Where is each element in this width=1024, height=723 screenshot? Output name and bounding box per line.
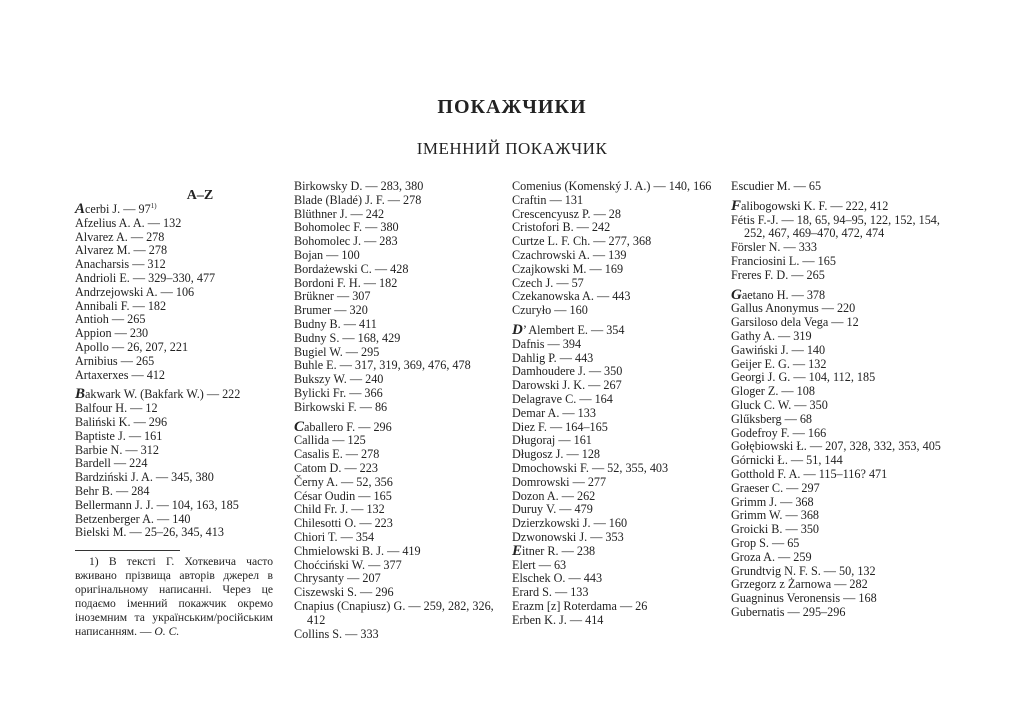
entry-text: Długoraj — 161 xyxy=(512,433,592,448)
index-group xyxy=(75,388,275,540)
entry-text: Czajkowski M. — 169 xyxy=(512,261,624,276)
entry-text: Cnapius (Cnapiusz) G. — 259, 282, 326, 412 xyxy=(294,598,494,627)
index-entry xyxy=(75,272,275,286)
index-entry xyxy=(731,302,946,316)
index-entry xyxy=(294,434,499,448)
index-entry xyxy=(294,490,499,504)
entry-text: Demar A. — 133 xyxy=(512,405,596,420)
index-entry xyxy=(294,180,499,194)
index-entry xyxy=(731,551,946,565)
footnote-signature: О. С. xyxy=(154,625,180,639)
index-entry xyxy=(294,600,499,628)
index-column-1 xyxy=(75,180,275,639)
index-entry xyxy=(75,513,275,527)
section-heading: A–Z xyxy=(186,188,214,203)
entry-text: Dozon A. — 262 xyxy=(512,488,596,503)
index-group xyxy=(731,286,946,620)
entry-text: Godefroy F. — 166 xyxy=(731,425,827,440)
entry-text: Grimm J. — 368 xyxy=(731,494,814,509)
index-entry xyxy=(731,523,946,537)
index-entry xyxy=(294,235,499,249)
entry-text: Budny S. — 168, 429 xyxy=(294,330,401,345)
entry-text: Chiori T. — 354 xyxy=(294,529,375,544)
index-entry xyxy=(75,231,275,245)
entry-text: Długosz J. — 128 xyxy=(512,447,601,462)
entry-text: Fétis F.-J. — 18, 65, 94–95, 122, 152, 154, 252, 467, 469–470, 472, 474 xyxy=(731,212,940,241)
entry-text: Artaxerxes — 412 xyxy=(75,367,166,382)
index-entry xyxy=(731,427,946,441)
index-entry xyxy=(75,341,275,355)
entry-initial: D xyxy=(512,321,523,338)
entry-text: Groicki B. — 350 xyxy=(731,522,820,537)
index-column-4 xyxy=(731,180,946,626)
entry-text: Bielski M. — 25–26, 345, 413 xyxy=(75,525,224,540)
entry-text: Craftin — 131 xyxy=(512,192,584,207)
index-entry xyxy=(294,462,499,476)
index-group xyxy=(731,197,946,283)
entry-text: Budny B. — 411 xyxy=(294,316,377,331)
entry-text: Gloger Z. — 108 xyxy=(731,384,815,399)
index-entry xyxy=(731,385,946,399)
entry-text: ’ Alembert E. — 354 xyxy=(522,322,625,337)
index-entry xyxy=(75,444,275,458)
index-entry xyxy=(512,249,717,263)
entry-text: Apollo — 26, 207, 221 xyxy=(75,339,189,354)
index-entry xyxy=(731,413,946,427)
entry-text: Bukszy W. — 240 xyxy=(294,372,384,387)
index-entry xyxy=(75,258,275,272)
entry-text: Andrzejowski A. — 106 xyxy=(75,284,195,299)
entry-text: Appion — 230 xyxy=(75,326,149,341)
entry-text: Guagninus Veronensis — 168 xyxy=(731,591,877,606)
index-entry xyxy=(512,476,717,490)
entry-text: Delagrave C. — 164 xyxy=(512,391,613,406)
entry-text: Försler N. — 333 xyxy=(731,240,817,255)
entry-text: Buhle E. — 317, 319, 369, 476, 478 xyxy=(294,358,471,373)
index-entry xyxy=(294,263,499,277)
index-entry xyxy=(75,203,275,217)
entry-text: Dmochowski F. — 52, 355, 403 xyxy=(512,460,669,475)
index-entry xyxy=(294,346,499,360)
entry-text: Groza A. — 259 xyxy=(731,549,812,564)
index-entry xyxy=(731,578,946,592)
entry-text: Górnicki Ł. — 51, 144 xyxy=(731,453,843,468)
entry-text: Comenius (Komenský J. A.) — 140, 166 xyxy=(512,179,712,193)
entry-text: César Oudin — 165 xyxy=(294,488,392,503)
footnote-rule xyxy=(75,550,180,551)
entry-text: Franciosini L. — 165 xyxy=(731,253,836,268)
entry-text: Dahlig P. — 443 xyxy=(512,350,594,365)
index-entry xyxy=(512,586,717,600)
index-entry xyxy=(75,430,275,444)
index-entry xyxy=(731,371,946,385)
entry-text: Curtze L. F. Ch. — 277, 368 xyxy=(512,234,652,249)
index-entry xyxy=(512,490,717,504)
entry-text: Erard S. — 133 xyxy=(512,585,589,600)
index-entry xyxy=(294,304,499,318)
entry-text: Anacharsis — 312 xyxy=(75,257,166,272)
entry-text: Chmielowski B. J. — 419 xyxy=(294,543,421,558)
entry-text: Arnibius — 265 xyxy=(75,353,155,368)
entry-text: Freres F. D. — 265 xyxy=(731,267,825,282)
entry-text: Bordażewski C. — 428 xyxy=(294,261,409,276)
index-entry xyxy=(512,542,717,559)
page-subtitle: ІМЕННИЙ ПОКАЖЧИК xyxy=(416,139,608,158)
entry-text: Afzelius A. A. — 132 xyxy=(75,215,182,230)
index-entry xyxy=(512,208,717,222)
index-group xyxy=(294,418,499,642)
entry-text: aetano H. — 378 xyxy=(741,287,826,302)
entry-text: Cristofori B. — 242 xyxy=(512,220,611,235)
footnote-marker: 1) xyxy=(150,201,157,210)
index-entry xyxy=(75,526,275,540)
index-entry xyxy=(294,208,499,222)
entry-text: akwark W. (Bakfark W.) — 222 xyxy=(85,387,241,402)
index-entry xyxy=(731,482,946,496)
index-entry xyxy=(294,249,499,263)
entry-text: Baliński K. — 296 xyxy=(75,414,168,429)
index-entry xyxy=(294,517,499,531)
index-entry xyxy=(512,263,717,277)
index-entry xyxy=(294,448,499,462)
index-entry xyxy=(731,214,946,242)
index-entry xyxy=(731,606,946,620)
entry-text: Birkowski F. — 86 xyxy=(294,399,388,414)
index-entry xyxy=(512,352,717,366)
index-entry xyxy=(75,388,275,402)
index-entry xyxy=(731,440,946,454)
footnote-text: 1) В тексті Г. Хоткевича часто вживано прізвища авторів джерел в оригінальному написанні. Через це подаємо іменний покажчик окремо іноземним та українським/російським написанням. — xyxy=(75,555,273,639)
index-entry xyxy=(731,286,946,303)
index-entry xyxy=(512,379,717,393)
entry-text: Escudier M. — 65 xyxy=(731,179,822,193)
index-entry xyxy=(512,180,717,194)
entry-text: Grimm W. — 368 xyxy=(731,508,820,523)
entry-text: Bojan — 100 xyxy=(294,247,360,262)
entry-text: Bordoni F. H. — 182 xyxy=(294,275,398,290)
index-entry xyxy=(731,592,946,606)
index-entry xyxy=(731,180,946,194)
entry-text: Czuryło — 160 xyxy=(512,303,588,318)
index-entry xyxy=(512,393,717,407)
entry-text: Garsiloso dela Vega — 12 xyxy=(731,315,859,330)
entry-text: Bugiel W. — 295 xyxy=(294,344,380,359)
index-entry xyxy=(512,221,717,235)
index-entry xyxy=(75,217,275,231)
entry-text: Gotthold F. A. — 115–116? 471 xyxy=(731,466,888,481)
entry-text: Gawiński J. — 140 xyxy=(731,342,826,357)
index-entry xyxy=(731,399,946,413)
entry-initial: C xyxy=(294,418,305,435)
index-entry xyxy=(512,559,717,573)
index-entry xyxy=(512,290,717,304)
entry-text: Glűksberg — 68 xyxy=(731,411,813,426)
entry-text: Catom D. — 223 xyxy=(294,460,378,475)
index-entry xyxy=(294,503,499,517)
entry-text: Child Fr. J. — 132 xyxy=(294,502,385,517)
entry-text: Grundtvig N. F. S. — 50, 132 xyxy=(731,563,876,578)
index-entry xyxy=(731,316,946,330)
entry-text: Grop S. — 65 xyxy=(731,535,800,550)
index-entry xyxy=(731,537,946,551)
entry-text: Brumer — 320 xyxy=(294,303,368,318)
index-group xyxy=(75,203,275,382)
entry-text: Birkowsky D. — 283, 380 xyxy=(294,179,424,193)
index-entry xyxy=(75,244,275,258)
index-entry xyxy=(75,355,275,369)
entry-text: Gluck C. W. — 350 xyxy=(731,397,828,412)
index-entry xyxy=(75,485,275,499)
index-entry xyxy=(294,318,499,332)
entry-initial: G xyxy=(731,286,742,303)
entry-text: Ciszewski S. — 296 xyxy=(294,585,394,600)
index-entry xyxy=(731,509,946,523)
entry-text: Bylicki Fr. — 366 xyxy=(294,385,383,400)
index-entry xyxy=(512,600,717,614)
index-entry xyxy=(294,290,499,304)
index-entry xyxy=(512,572,717,586)
entry-text: Crescencyusz P. — 28 xyxy=(512,206,621,221)
entry-text: Barbie N. — 312 xyxy=(75,442,159,457)
entry-text: Bohomolec J. — 283 xyxy=(294,234,398,249)
index-group xyxy=(731,180,946,194)
entry-text: Gathy A. — 319 xyxy=(731,328,812,343)
index-entry xyxy=(294,531,499,545)
entry-text: Annibali F. — 182 xyxy=(75,298,167,313)
entry-text: Elert — 63 xyxy=(512,557,567,572)
index-entry xyxy=(294,476,499,490)
entry-text: Choćciński W. — 377 xyxy=(294,557,402,572)
entry-text: Blade (Bladé) J. F. — 278 xyxy=(294,192,422,207)
index-entry xyxy=(731,358,946,372)
entry-text: Gallus Anonymus — 220 xyxy=(731,301,856,316)
entry-text: Callida — 125 xyxy=(294,433,366,448)
index-entry xyxy=(75,369,275,383)
index-group xyxy=(512,180,717,318)
entry-text: Czekanowska A. — 443 xyxy=(512,289,631,304)
entry-text: Dafnis — 394 xyxy=(512,336,582,351)
index-entry xyxy=(75,471,275,485)
entry-text: Graeser C. — 297 xyxy=(731,480,820,495)
index-entry xyxy=(512,531,717,545)
index-entry xyxy=(512,321,717,338)
entry-text: Chilesotti O. — 223 xyxy=(294,516,393,531)
index-column-2 xyxy=(294,180,499,647)
index-entry xyxy=(75,499,275,513)
entry-text: Damhoudere J. — 350 xyxy=(512,364,623,379)
index-entry xyxy=(294,572,499,586)
entry-text: alibogowski K. F. — 222, 412 xyxy=(741,198,889,213)
entry-text: Erazm [z] Roterdama — 26 xyxy=(512,598,648,613)
entry-text: Betzenberger A. — 140 xyxy=(75,511,191,526)
entry-text: Georgi J. G. — 104, 112, 185 xyxy=(731,370,876,385)
index-entry xyxy=(75,416,275,430)
entry-text: itner R. — 238 xyxy=(522,543,596,558)
entry-initial: F xyxy=(731,197,742,214)
index-entry xyxy=(731,344,946,358)
entry-text: cerbi J. — 97 xyxy=(85,202,151,216)
entry-text: Andrioli E. — 329–330, 477 xyxy=(75,270,216,285)
entry-text: Baptiste J. — 161 xyxy=(75,428,163,443)
index-entry xyxy=(512,407,717,421)
index-entry xyxy=(294,401,499,415)
entry-text: Dzwonowski J. — 353 xyxy=(512,529,624,544)
entry-text: Bellermann J. J. — 104, 163, 185 xyxy=(75,497,239,512)
index-entry xyxy=(294,559,499,573)
entry-text: Blüthner J. — 242 xyxy=(294,206,385,221)
entry-text: Grzegorz z Żarnowa — 282 xyxy=(731,577,868,592)
index-entry xyxy=(512,421,717,435)
index-entry xyxy=(512,434,717,448)
entry-text: Bardziński J. A. — 345, 380 xyxy=(75,470,214,485)
page-title: ПОКАЖЧИКИ xyxy=(437,96,587,118)
index-entry xyxy=(294,586,499,600)
entry-initial: B xyxy=(75,386,86,403)
index-entry xyxy=(294,545,499,559)
index-entry xyxy=(294,628,499,642)
index-entry xyxy=(731,197,946,214)
index-entry xyxy=(512,277,717,291)
index-entry xyxy=(294,221,499,235)
index-entry xyxy=(294,332,499,346)
index-entry xyxy=(294,194,499,208)
entry-text: Brükner — 307 xyxy=(294,289,371,304)
entry-text: Alvarez A. — 278 xyxy=(75,229,165,244)
entry-text: Duruy V. — 479 xyxy=(512,502,593,517)
entry-text: Gubernatis — 295–296 xyxy=(731,604,846,619)
index-entry xyxy=(75,313,275,327)
entry-text: Erben K. J. — 414 xyxy=(512,612,604,627)
entry-text: Czachrowski A. — 139 xyxy=(512,247,627,262)
index-entry xyxy=(294,359,499,373)
index-entry xyxy=(512,194,717,208)
index-group xyxy=(294,180,499,415)
index-entry xyxy=(731,496,946,510)
entry-text: Behr B. — 284 xyxy=(75,483,150,498)
entry-text: Elschek O. — 443 xyxy=(512,571,603,586)
index-entry xyxy=(75,327,275,341)
entry-text: Domrowski — 277 xyxy=(512,474,607,489)
entry-initial: A xyxy=(75,201,86,217)
entry-text: Balfour H. — 12 xyxy=(75,401,158,416)
entry-text: Gołębiowski Ł. — 207, 328, 332, 353, 405 xyxy=(731,439,941,454)
entry-text: Alvarez M. — 278 xyxy=(75,243,168,258)
entry-text: Bohomolec F. — 380 xyxy=(294,220,399,235)
index-entry xyxy=(731,269,946,283)
entry-text: Bardell — 224 xyxy=(75,456,148,471)
index-entry xyxy=(512,503,717,517)
entry-text: Czech J. — 57 xyxy=(512,275,584,290)
index-column-3 xyxy=(512,180,717,634)
index-entry xyxy=(512,304,717,318)
index-entry xyxy=(512,448,717,462)
entry-text: Casalis E. — 278 xyxy=(294,447,380,462)
index-entry xyxy=(731,454,946,468)
index-group xyxy=(512,321,717,628)
index-entry xyxy=(75,402,275,416)
entry-text: aballero F. — 296 xyxy=(304,419,392,434)
index-entry xyxy=(294,387,499,401)
index-entry xyxy=(731,241,946,255)
entry-text: Antioh — 265 xyxy=(75,312,146,327)
footnote xyxy=(75,555,273,639)
index-entry xyxy=(512,365,717,379)
index-entry xyxy=(731,468,946,482)
index-entry xyxy=(294,418,499,435)
index-entry xyxy=(731,330,946,344)
entry-text: Černy A. — 52, 356 xyxy=(294,474,393,489)
entry-text: Chrysanty — 207 xyxy=(294,571,381,586)
entry-initial: E xyxy=(512,542,523,559)
index-entry xyxy=(512,614,717,628)
entry-text: Dzierzkowski J. — 160 xyxy=(512,516,628,531)
index-entry xyxy=(731,565,946,579)
index-entry xyxy=(75,286,275,300)
entry-text: Collins S. — 333 xyxy=(294,626,379,641)
index-entry xyxy=(294,373,499,387)
index-entry xyxy=(512,517,717,531)
index-entry xyxy=(75,457,275,471)
index-entry xyxy=(512,338,717,352)
index-entry xyxy=(75,300,275,314)
entry-text: Darowski J. K. — 267 xyxy=(512,378,622,393)
index-entry xyxy=(512,235,717,249)
entry-text: Geijer E. G. — 132 xyxy=(731,356,827,371)
index-entry xyxy=(512,462,717,476)
index-entry xyxy=(294,277,499,291)
index-entry xyxy=(731,255,946,269)
entry-text: Diez F. — 164–165 xyxy=(512,419,608,434)
